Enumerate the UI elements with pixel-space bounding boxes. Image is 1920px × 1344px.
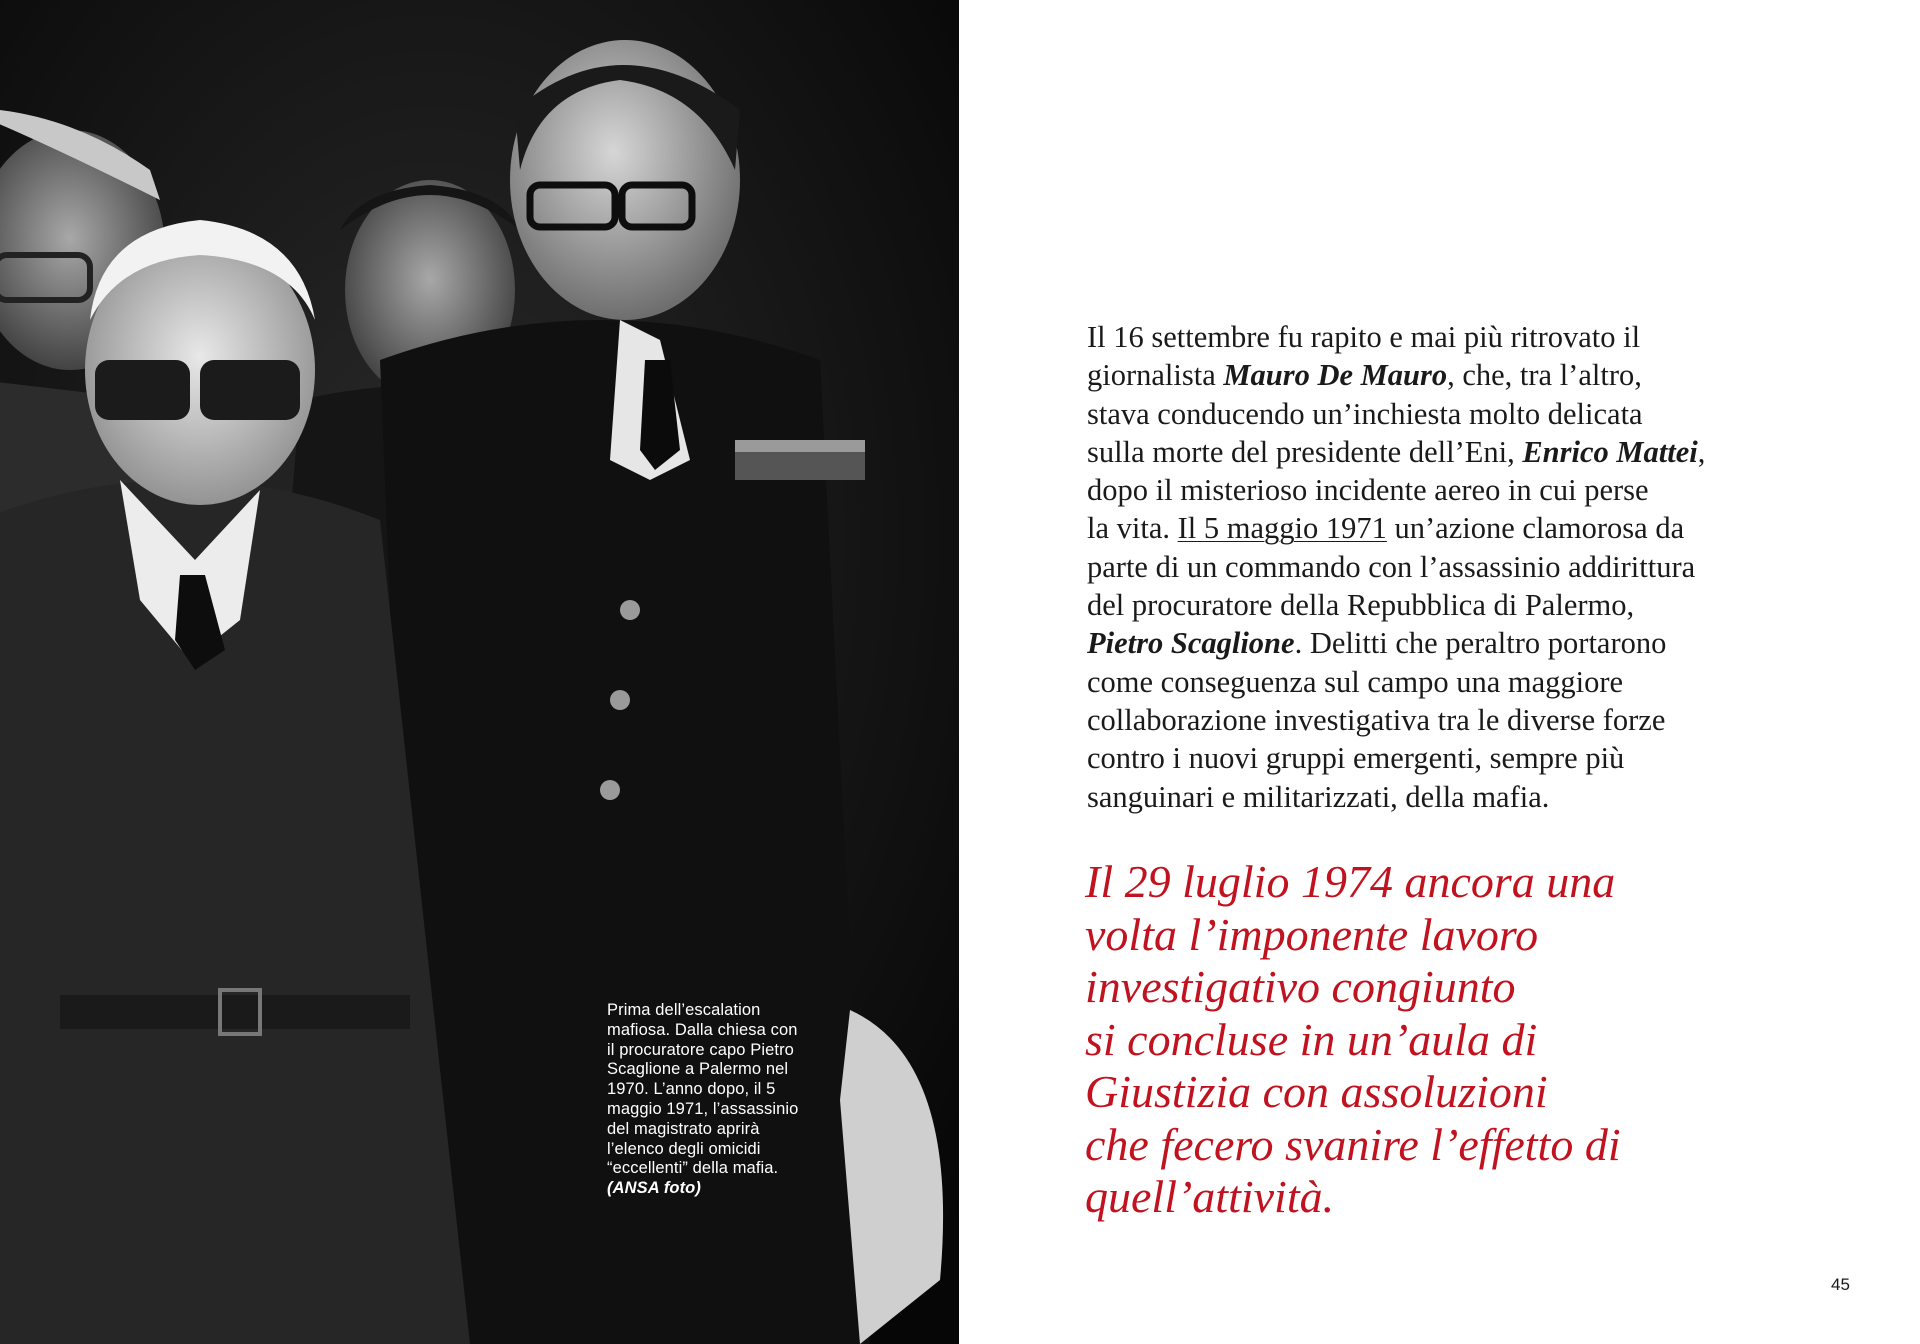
body-line: parte di un commando con l’assassinio addirittura bbox=[1087, 549, 1696, 584]
caption-line: Prima dell’escalation bbox=[607, 1001, 761, 1019]
name-enrico-mattei: Enrico Mattei bbox=[1522, 434, 1698, 469]
pull-quote bbox=[1085, 856, 1805, 1224]
caption-line: l’elenco degli omicidi bbox=[607, 1139, 761, 1158]
quote-line: si concluse in un’aula di bbox=[1085, 1013, 1538, 1065]
quote-line: investigativo congiunto bbox=[1085, 961, 1516, 1012]
caption-line: del magistrato aprirà bbox=[607, 1119, 760, 1138]
body-line: dopo il misterioso incidente aereo in cui perse bbox=[1087, 473, 1649, 508]
historical-photo bbox=[0, 0, 959, 1344]
name-pietro-scaglione: Pietro Scaglione bbox=[1087, 626, 1295, 661]
body-line: stava conducendo un’inchiesta molto delicata bbox=[1087, 396, 1643, 431]
caption-line: mafiosa. Dalla chiesa con bbox=[607, 1020, 798, 1039]
body-line: come conseguenza sul campo una maggiore bbox=[1087, 664, 1624, 699]
photo-credit: (ANSA foto) bbox=[607, 1179, 701, 1198]
caption-line: il procuratore capo Pietro bbox=[607, 1040, 794, 1059]
body-line: Il 16 settembre fu rapito e mai più ritrovato il bbox=[1087, 320, 1641, 354]
quote-line: Giustizia con assoluzioni bbox=[1085, 1066, 1548, 1117]
body-line: la vita. Il 5 maggio 1971 un’azione clamorosa da bbox=[1087, 511, 1685, 546]
body-line: sulla morte del presidente dell’Eni, Enrico Mattei, bbox=[1087, 434, 1706, 469]
quote-line: Il 29 luglio 1974 ancora una bbox=[1085, 856, 1616, 907]
date-link[interactable]: Il 5 maggio 1971 bbox=[1177, 511, 1387, 546]
body-paragraph bbox=[1087, 318, 1807, 816]
caption-line: 1970. L’anno dopo, il 5 bbox=[607, 1080, 776, 1099]
photo-caption bbox=[607, 1001, 832, 1199]
quote-line: che fecero svanire l’effetto di bbox=[1085, 1118, 1621, 1170]
name-mauro-de-mauro: Mauro De Mauro bbox=[1223, 358, 1448, 393]
body-line: giornalista Mauro De Mauro, che, tra l’altro, bbox=[1087, 358, 1642, 393]
caption-line: “eccellenti” della mafia. bbox=[607, 1159, 779, 1178]
quote-line: quell’attività. bbox=[1085, 1171, 1335, 1222]
page-number: 45 bbox=[1831, 1275, 1850, 1294]
quote-line: volta l’imponente lavoro bbox=[1085, 908, 1539, 960]
body-line: sanguinari e militarizzati, della mafia. bbox=[1087, 779, 1550, 814]
body-line: collaborazione investigativa tra le diverse forze bbox=[1087, 702, 1666, 737]
body-line: Pietro Scaglione. Delitti che peraltro portarono bbox=[1087, 626, 1667, 661]
body-line: contro i nuovi gruppi emergenti, sempre più bbox=[1087, 741, 1625, 776]
caption-line: maggio 1971, l’assassinio bbox=[607, 1099, 799, 1118]
caption-line: Scaglione a Palermo nel bbox=[607, 1060, 789, 1079]
body-line: del procuratore della Repubblica di Palermo, bbox=[1087, 588, 1635, 623]
